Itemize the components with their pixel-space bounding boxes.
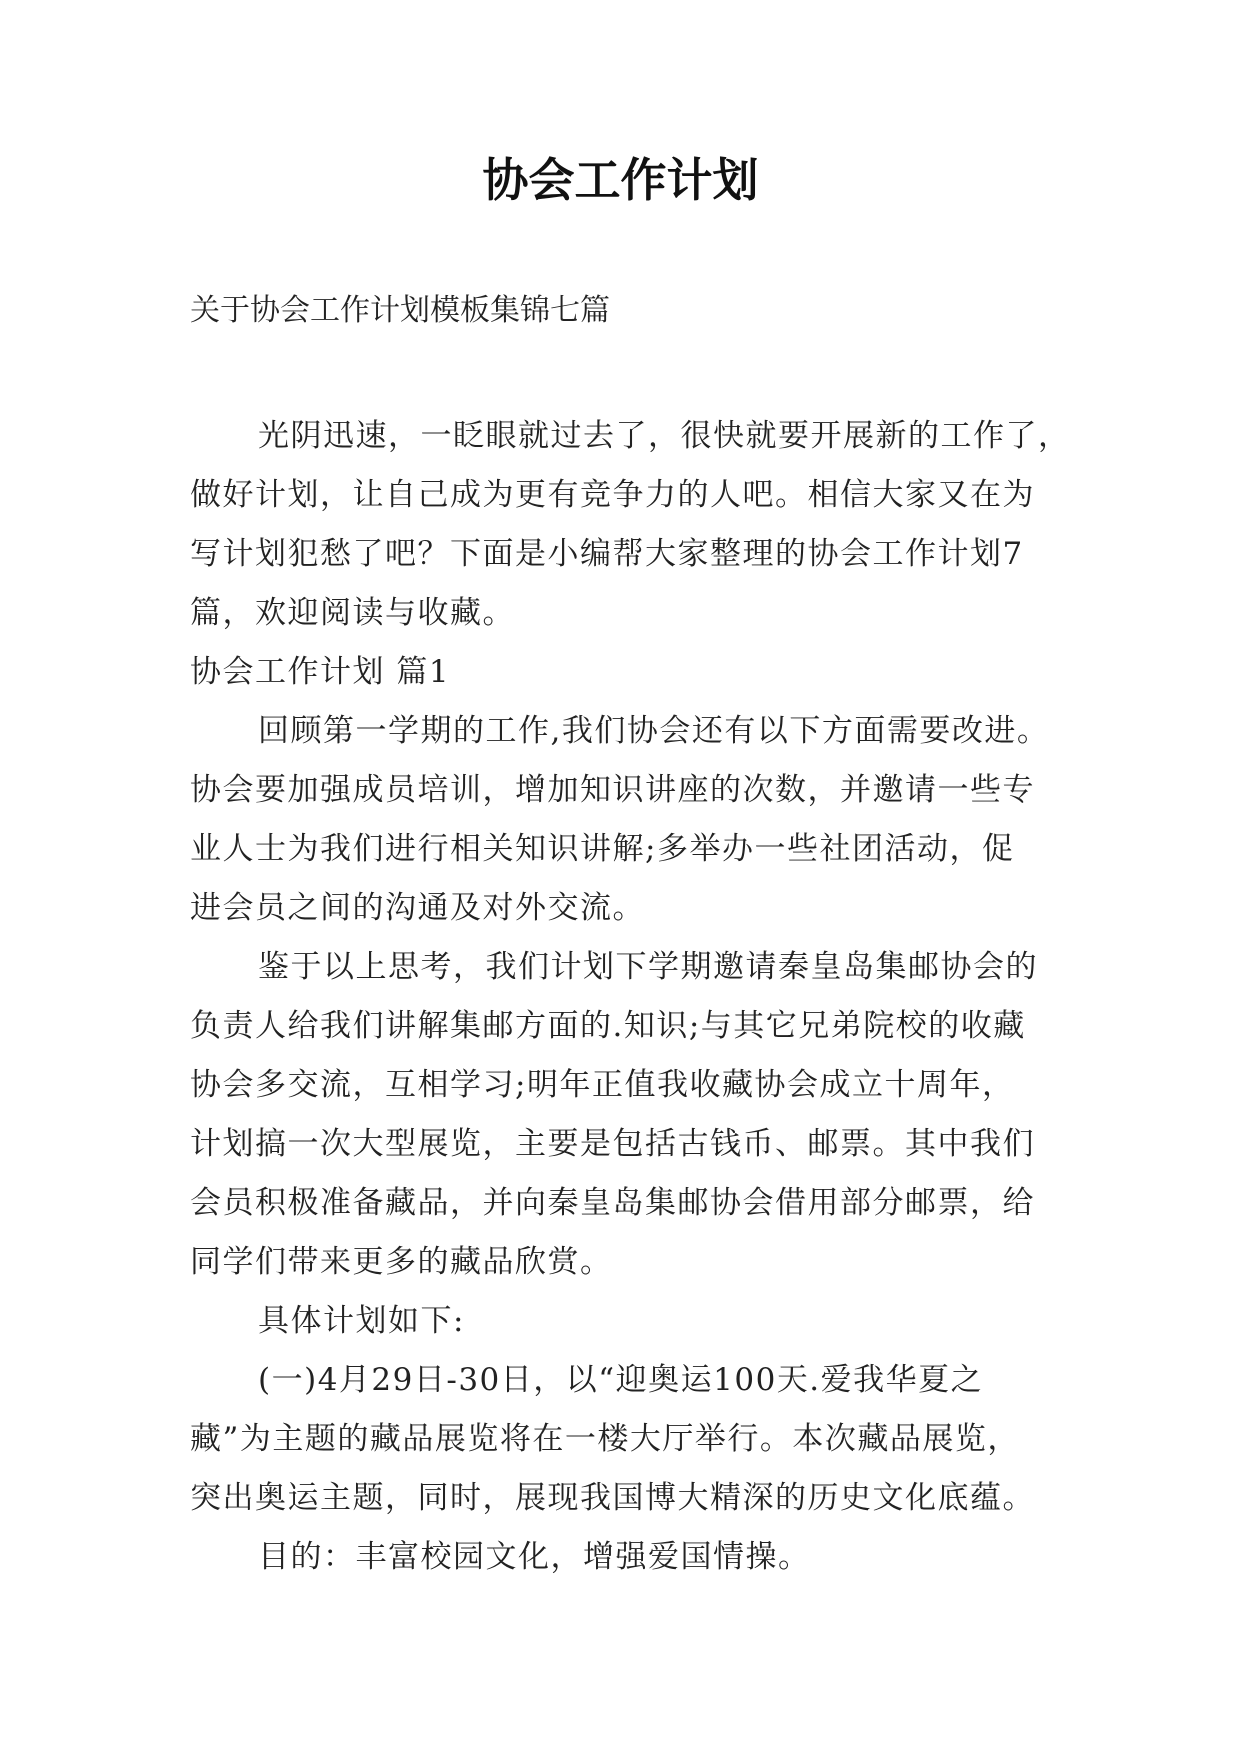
paragraph-line: 协会要加强成员培训，增加知识讲座的次数，并邀请一些专 [190, 772, 1035, 808]
paragraph-line: 篇，欢迎阅读与收藏。 [190, 595, 515, 631]
paragraph-line: 会员积极准备藏品，并向秦皇岛集邮协会借用部分邮票，给 [190, 1185, 1035, 1221]
paragraph-line: 回顾第一学期的工作,我们协会还有以下方面需要改进。 [258, 713, 1050, 749]
paragraph-line: 业人士为我们进行相关知识讲解;多举办一些社团活动，促 [190, 831, 1015, 867]
paragraph-line: 写计划犯愁了吧？下面是小编帮大家整理的协会工作计划7 [190, 536, 1024, 572]
paragraph-line: 做好计划，让自己成为更有竞争力的人吧。相信大家又在为 [190, 477, 1035, 513]
paragraph-line: 藏”为主题的藏品展览将在一楼大厅举行。本次藏品展览， [190, 1421, 1020, 1457]
paragraph-line: 负责人给我们讲解集邮方面的.知识;与其它兄弟院校的收藏 [190, 1008, 1026, 1044]
paragraph-line: 鉴于以上思考，我们计划下学期邀请秦皇岛集邮协会的 [258, 949, 1038, 985]
paragraph-line: (一)4月29日-30日，以“迎奥运100天.爱我华夏之 [258, 1362, 984, 1398]
document-body [190, 407, 1070, 1587]
paragraph-line: 目的：丰富校园文化，增强爱国情操。 [258, 1539, 811, 1575]
paragraph-line: 协会多交流，互相学习;明年正值我收藏协会成立十周年， [190, 1067, 1015, 1103]
paragraph-line: 计划搞一次大型展览，主要是包括古钱币、邮票。其中我们 [190, 1126, 1035, 1162]
section-heading: 协会工作计划 篇1 [190, 654, 451, 690]
paragraph-line: 具体计划如下: [258, 1303, 465, 1339]
paragraph-line: 光阴迅速，一眨眼就过去了，很快就要开展新的工作了， [258, 418, 1071, 454]
paragraph-line: 进会员之间的沟通及对外交流。 [190, 890, 645, 926]
document-title: 协会工作计划 [482, 153, 759, 207]
paragraph-line: 突出奥运主题，同时，展现我国博大精深的历史文化底蕴。 [190, 1480, 1035, 1516]
paragraph-line: 同学们带来更多的藏品欣赏。 [190, 1244, 613, 1280]
document-subtitle: 关于协会工作计划模板集锦七篇 [190, 293, 610, 328]
